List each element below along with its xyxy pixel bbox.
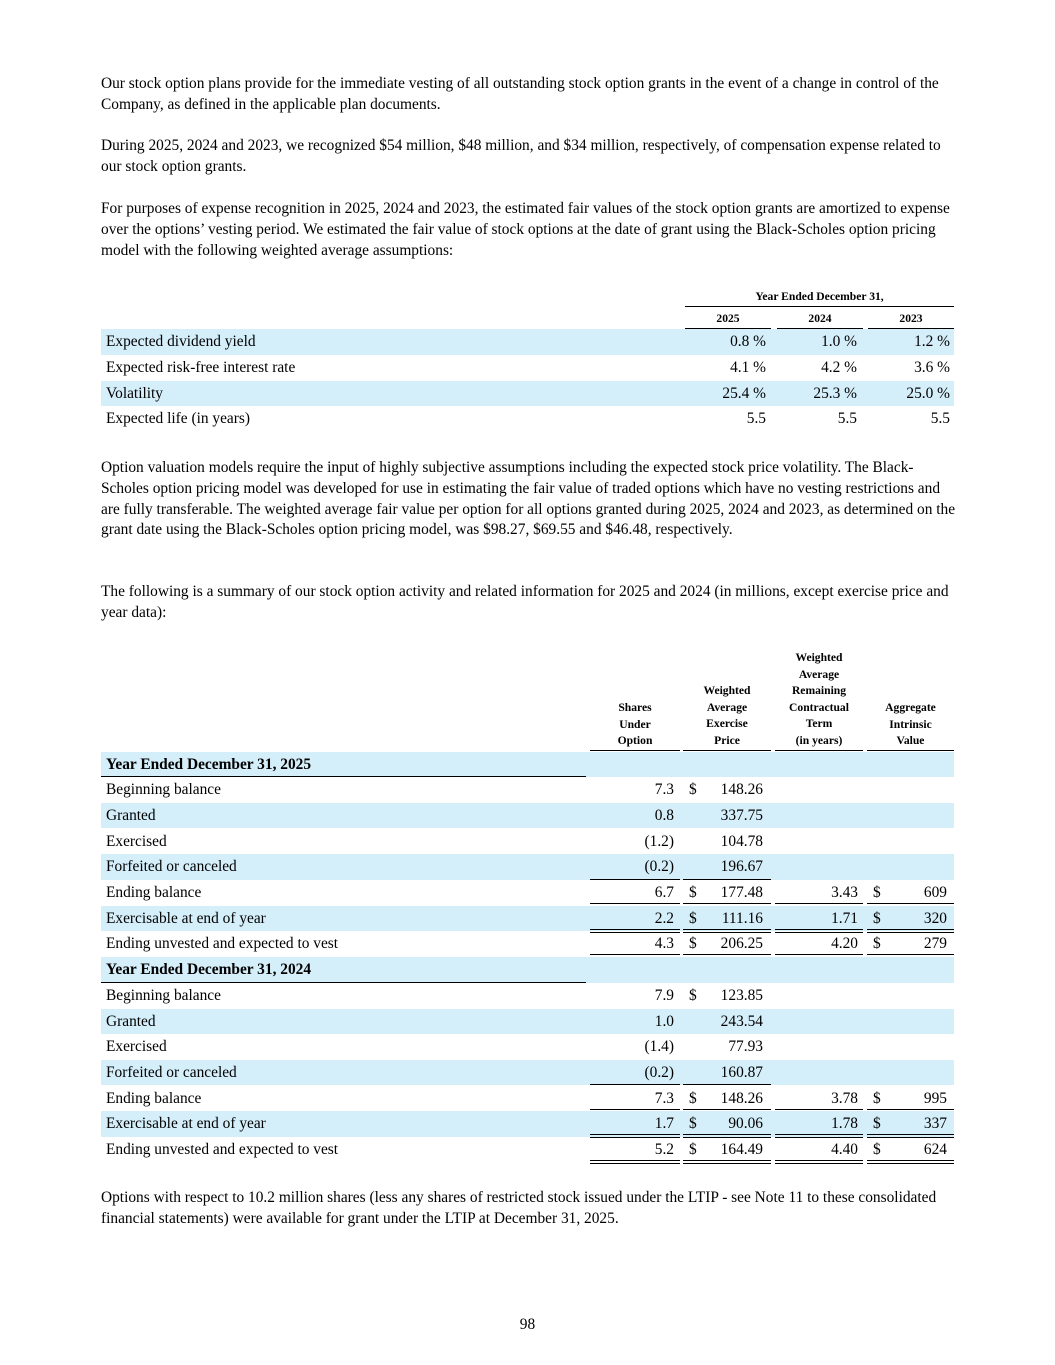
cell-value: 5.5 — [837, 410, 857, 428]
dollar-sign: $ — [873, 1115, 881, 1133]
paragraph-compensation-expense: During 2025, 2024 and 2023, we recognized $54 million, $48 million, and $34 million, respectively, of compensation expense related to our stock option grants. — [101, 137, 941, 175]
dollar-sign: $ — [689, 986, 697, 1004]
row-label: Exercised — [106, 832, 167, 850]
total-double-rule — [683, 1160, 771, 1164]
cell-value: 5.5 — [930, 410, 950, 428]
dollar-sign: $ — [873, 935, 881, 953]
price-value: 90.06 — [728, 1115, 763, 1133]
price-value: 148.26 — [720, 781, 763, 799]
assumptions-group-header: Year Ended December 31, — [755, 290, 884, 303]
table-row — [101, 880, 954, 906]
shares-value: 5.2 — [654, 1141, 674, 1158]
paragraph-vesting: Our stock option plans provide for the immediate vesting of all outstanding stock option grants in the event of a change in control of the Company, as defined in the applicable plan documents. — [101, 75, 939, 113]
term-value: 1.78 — [831, 1115, 858, 1133]
dollar-sign: $ — [689, 909, 697, 927]
price-value: 206.25 — [720, 935, 763, 953]
row-label: Granted — [106, 806, 156, 824]
shares-value: 6.7 — [654, 884, 674, 901]
dollar-sign: $ — [689, 1141, 697, 1158]
intrinsic-value: 337 — [923, 1115, 947, 1133]
row-label: Forfeited or canceled — [106, 858, 237, 876]
price-value: 177.48 — [720, 884, 763, 901]
price-value: 243.54 — [720, 1012, 763, 1030]
dollar-sign: $ — [689, 1115, 697, 1133]
price-value: 164.49 — [720, 1141, 763, 1158]
cell-value: 5.5 — [746, 410, 766, 428]
year-header-2025: 2025 — [716, 312, 740, 325]
shares-value: 4.3 — [654, 935, 674, 953]
table-row — [101, 1034, 954, 1060]
shares-value: (0.2) — [644, 1063, 674, 1081]
shares-value: 7.9 — [654, 986, 674, 1004]
row-label: Beginning balance — [106, 986, 221, 1004]
shares-value: (0.2) — [644, 858, 674, 876]
term-value: 3.43 — [831, 884, 858, 901]
row-label: Beginning balance — [106, 781, 221, 799]
intrinsic-value: 320 — [923, 909, 947, 927]
cell-value: 1.2 % — [914, 333, 950, 350]
header-shares: Shares Under Option — [617, 701, 653, 748]
table-row — [101, 777, 954, 803]
paragraph-expense-recognition: For purposes of expense recognition in 2025, 2024 and 2023, the estimated fair values of the stock option grants are amortized to expense over the options’ vesting period. We estimated the fair value of stock options at the date of grant using the Black-Scholes option pricing model with the following weighted average assumptions: — [101, 200, 950, 259]
shares-value: 0.8 — [654, 806, 674, 824]
row-label: Ending balance — [106, 1089, 202, 1107]
term-value: 3.78 — [831, 1089, 858, 1107]
section-title: Year Ended December 31, 2025 — [106, 755, 312, 773]
header-rule — [685, 306, 954, 307]
table-row — [101, 983, 954, 1009]
cell-value: 4.2 % — [821, 358, 857, 376]
dollar-sign: $ — [873, 884, 881, 901]
price-value: 337.75 — [720, 806, 763, 824]
intrinsic-value: 995 — [923, 1089, 947, 1107]
row-label: Exercised — [106, 1038, 167, 1056]
paragraph-activity-summary: The following is a summary of our stock option activity and related information for 2025 and 2024 (in millions, except exercise price and year data): — [101, 583, 949, 621]
total-double-rule — [867, 1160, 954, 1164]
page-number: 98 — [519, 1316, 536, 1333]
shares-value: (1.2) — [644, 832, 674, 850]
table-row — [101, 1009, 954, 1035]
shares-value: (1.4) — [644, 1038, 674, 1056]
term-value: 4.20 — [831, 935, 858, 953]
cell-value: 4.1 % — [730, 358, 766, 376]
total-double-rule — [590, 1160, 680, 1164]
header-intrinsic-value: Aggregate Intrinsic Value — [885, 701, 936, 748]
table-row — [101, 1086, 954, 1112]
year-header-2023: 2023 — [899, 312, 923, 325]
header-contractual-term: Weighted Average Remaining Contractual Term (in years) — [789, 651, 849, 747]
row-label: Forfeited or canceled — [106, 1063, 237, 1081]
dollar-sign: $ — [689, 781, 697, 799]
shares-value: 7.3 — [654, 1089, 674, 1107]
shares-value: 2.2 — [654, 909, 674, 927]
cell-value: 25.3 % — [813, 384, 857, 402]
row-label: Ending balance — [106, 884, 202, 901]
dollar-sign: $ — [873, 1089, 881, 1107]
price-value: 123.85 — [720, 986, 763, 1004]
dollar-sign: $ — [689, 935, 697, 953]
paragraph-valuation-models: Option valuation models require the input of highly subjective assumptions including the expected stock price volatility. The Black-Scholes option pricing model was developed for use in estimating the fair value of traded options which have no vesting restrictions and are fully transferable. The weighted average fair value per option for all options granted during 2025, 2024 and 2023, as determined on the grant date using the Black-Scholes option pricing model, was $98.27, $69.55 and $46.48, respectively. — [101, 459, 956, 539]
term-value: 1.71 — [831, 909, 858, 927]
intrinsic-value: 279 — [923, 935, 947, 953]
cell-value: 1.0 % — [821, 333, 857, 350]
dollar-sign: $ — [689, 1089, 697, 1107]
shares-value: 1.0 — [654, 1012, 674, 1030]
price-value: 148.26 — [720, 1089, 763, 1107]
table-row — [101, 829, 954, 855]
year-header-2024: 2024 — [808, 312, 832, 325]
row-label: Ending unvested and expected to vest — [106, 935, 339, 953]
shares-value: 1.7 — [654, 1115, 674, 1133]
table-row — [101, 803, 954, 829]
row-label: Ending unvested and expected to vest — [106, 1141, 339, 1158]
row-label: Volatility — [106, 384, 164, 402]
intrinsic-value: 609 — [923, 884, 947, 901]
dollar-sign: $ — [689, 884, 697, 901]
row-label: Expected dividend yield — [106, 333, 256, 350]
section-title: Year Ended December 31, 2024 — [106, 961, 312, 979]
row-label: Exercisable at end of year — [106, 1115, 266, 1133]
row-label: Expected life (in years) — [106, 410, 251, 428]
cell-value: 3.6 % — [914, 358, 950, 376]
price-value: 111.16 — [721, 909, 763, 927]
price-value: 160.87 — [720, 1063, 763, 1081]
cell-value: 25.4 % — [722, 384, 766, 402]
row-label: Expected risk-free interest rate — [106, 358, 296, 376]
row-label: Granted — [106, 1012, 156, 1030]
cell-value: 0.8 % — [730, 333, 766, 350]
price-value: 77.93 — [728, 1038, 763, 1056]
intrinsic-value: 624 — [923, 1141, 947, 1158]
row-label: Exercisable at end of year — [106, 909, 266, 927]
dollar-sign: $ — [873, 1141, 881, 1158]
shares-value: 7.3 — [654, 781, 674, 799]
cell-value: 25.0 % — [906, 384, 950, 402]
price-value: 104.78 — [720, 832, 763, 850]
paragraph-ltip-availability: Options with respect to 10.2 million shares (less any shares of restricted stock issued under the LTIP - see Note 11 to these consolidated financial statements) were available for grant under the LTIP at December 31, 2025. — [101, 1189, 937, 1227]
header-exercise-price: Weighted Average Exercise Price — [703, 684, 751, 747]
term-value: 4.40 — [831, 1141, 858, 1158]
dollar-sign: $ — [873, 909, 881, 927]
price-value: 196.67 — [720, 858, 763, 876]
total-double-rule — [775, 1160, 863, 1164]
